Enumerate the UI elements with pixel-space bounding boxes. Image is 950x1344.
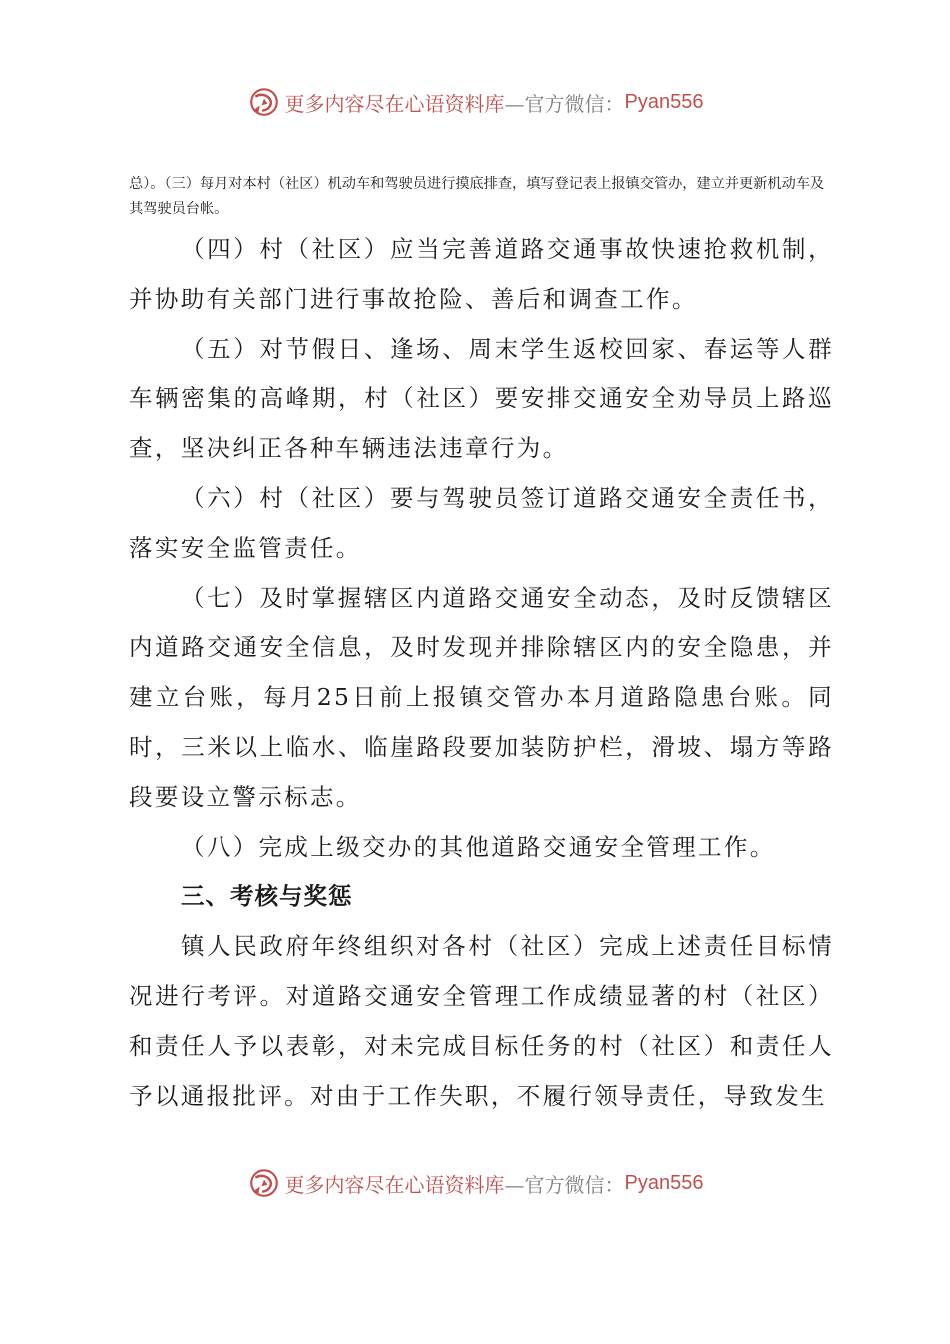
document-body (129, 225, 834, 1121)
watermark-header (0, 82, 950, 122)
watermark-text: 更多内容尽在心语资料库 (284, 1172, 505, 1197)
watermark-footer (0, 1163, 950, 1203)
watermark-wechat-id: Pyan556 (624, 90, 704, 113)
watermark-wechat-label: —官方微信： (504, 91, 625, 116)
paragraph-item-5: （五）对节假日、逢场、周末学生返校回家、春运等人群车辆密集的高峰期，村（社区）要安排交通安全劝导员上路巡查，坚决纠正各种车辆违法违章行为。 (129, 334, 834, 463)
paragraph-item-7: （七）及时掌握辖区内道路交通安全动态，及时反馈辖区内道路交通安全信息，及时发现并排除辖区内的安全隐患，并建立台账，每月25日前上报镇交管办本月道路隐患台账。同时，三米以上临水、临崖路段要加装防护栏，滑坡、塌方等路段要设立警示标志。 (129, 583, 834, 811)
watermark-wechat-id: Pyan556 (624, 1171, 704, 1194)
section-paragraph: 镇人民政府年终组织对各村（社区）完成上述责任目标情况进行考评。对道路交通安全管理工作成绩显著的村（社区）和责任人予以表彰，对未完成目标任务的村（社区）和责任人予以通报批评。对由于工作失职，不履行领导责任，导致发生 (129, 932, 834, 1110)
paragraph-item-8: （八）完成上级交办的其他道路交通安全管理工作。 (181, 832, 776, 861)
paragraph-item-4: （四）村（社区）应当完善道路交通事故快速抢救机制，并协助有关部门进行事故抢险、善后和调查工作。 (129, 235, 834, 313)
watermark-logo-icon (247, 1166, 281, 1200)
watermark-logo-icon (247, 85, 281, 119)
document-fragment: 总）。（三）每月对本村（社区）机动车和驾驶员进行摸底排查，填写登记表上报镇交管办，建立并更新机动车及其驾驶员台帐。 (129, 176, 825, 217)
watermark-wechat-label: —官方微信： (504, 1172, 625, 1197)
watermark-text: 更多内容尽在心语资料库 (284, 91, 505, 116)
paragraph-item-6: （六）村（社区）要与驾驶员签订道路交通安全责任书，落实安全监管责任。 (129, 483, 834, 562)
section-heading: 三、考核与奖惩 (181, 882, 353, 911)
